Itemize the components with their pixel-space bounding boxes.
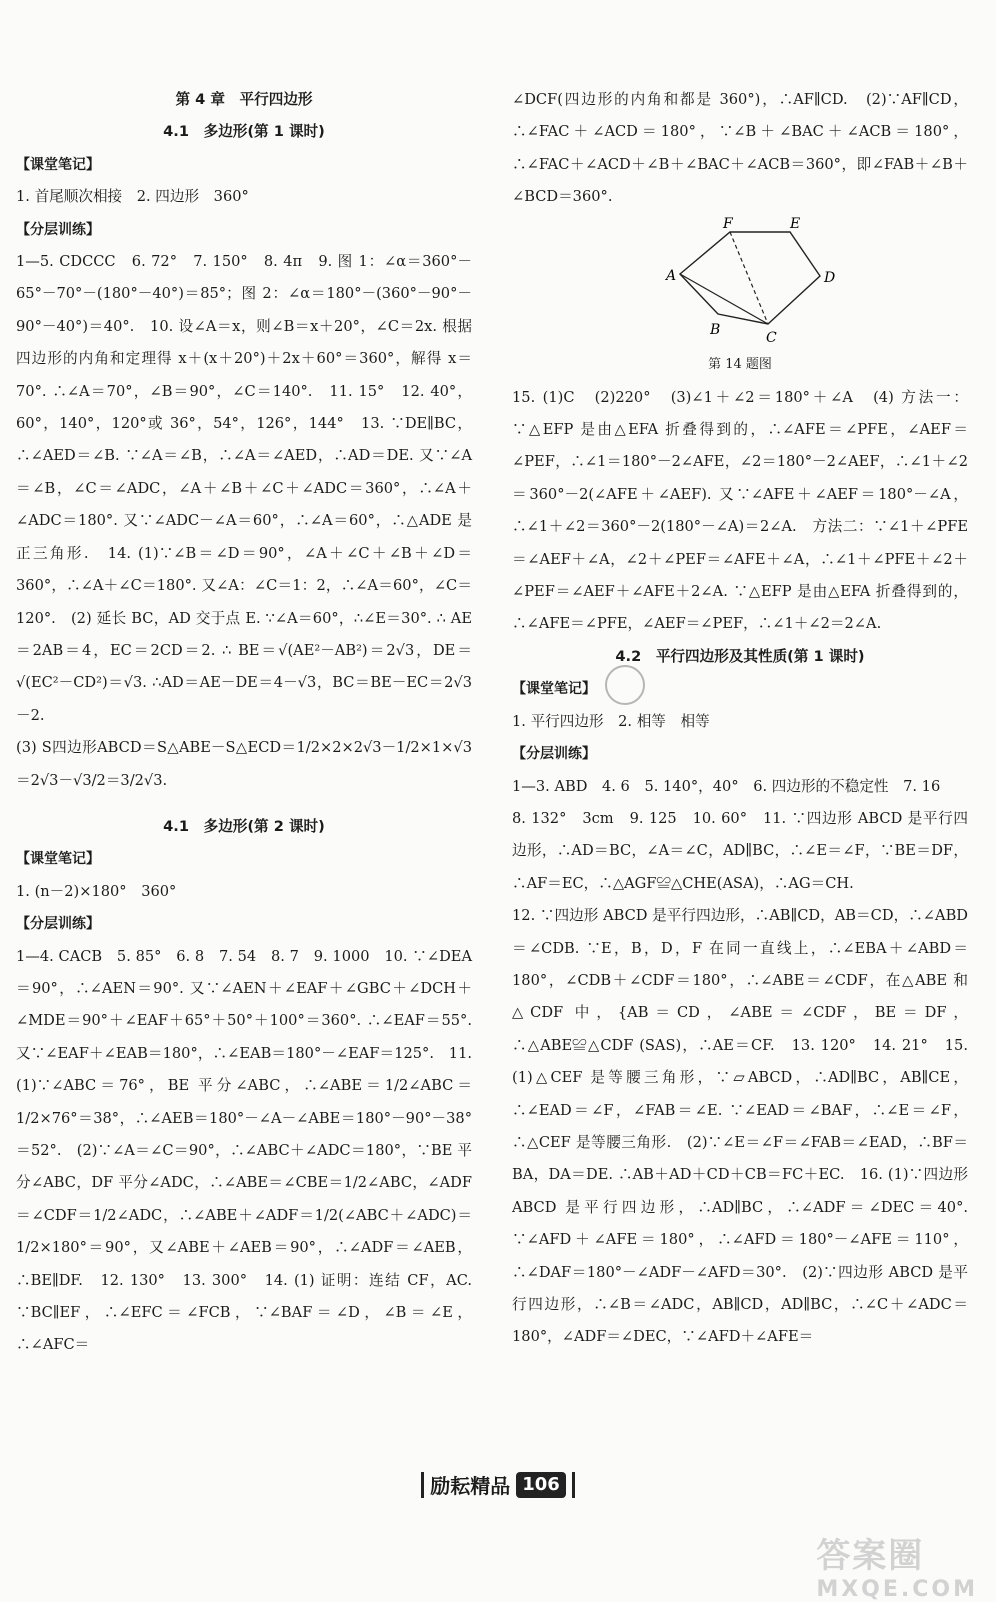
label-b: B	[710, 321, 721, 338]
answer-paragraph: ∠DCF(四边形的内角和都是 360°)，∴AF∥CD. (2)∵AF∥CD，∴∠FAC＋∠ACD＝180°，∵∠B＋∠BAC＋∠ACB＝180°，∴∠FAC＋∠ACD＋∠B＋∠BAC＋∠ACB＝360°，即∠FAB＋∠B＋∠BCD＝360°.	[512, 91, 968, 206]
brand-text: 励耘精品	[430, 1474, 511, 1498]
answer-paragraph: 1. (n－2)×180° 360°	[16, 882, 177, 900]
seal-stamp	[605, 665, 645, 705]
section-heading: 【课堂笔记】	[512, 681, 596, 698]
answer-paragraph: 1. 平行四边形 2. 相等 相等	[512, 712, 710, 730]
bar-left-icon	[421, 1472, 424, 1498]
watermark	[816, 1528, 978, 1602]
page-footer	[0, 1470, 996, 1502]
section-heading: 【分层训练】	[16, 221, 100, 238]
label-e: E	[790, 215, 801, 232]
answer-paragraph: 1. 首尾顺次相接 2. 四边形 360°	[16, 188, 249, 206]
right-column	[512, 84, 968, 1354]
section-heading: 【分层训练】	[16, 916, 100, 933]
section-heading: 【课堂笔记】	[16, 156, 100, 173]
answer-paragraph: 8. 132° 3cm 9. 125 10. 60° 11. ∵四边形 ABCD 是平行四边形，∴AD＝BC，∠A＝∠C，AD∥BC，∴∠E＝∠F，∵BE＝DF，∴AF＝EC，∴△AGF≌△CHE(ASA)，∴AG＝CH.	[512, 809, 968, 892]
footer-brand	[421, 1470, 575, 1499]
figure-caption: 第 14 题图	[708, 356, 772, 372]
answer-paragraph: 15. (1)C (2)220° (3)∠1＋∠2＝180°＋∠A (4) 方法一：∵△EFP 是由△EFA 折叠得到的，∴∠AFE＝∠PFE，∠AEF＝∠PEF，∴∠1＝180°－2∠AFE，∠2＝180°－2∠AEF，∴∠1＋∠2＝360°－2(∠AFE＋∠AEF). 又∵∠AFE＋∠AEF＝180°－∠A，∴∠1＋∠2＝360°－2(180°－∠A)＝2∠A. 方法二：∵∠1＋∠PFE＝∠AEF＋∠A，∠2＋∠PEF＝∠AFE＋∠A，∴∠1＋∠PFE＋∠2＋∠PEF＝∠AEF＋∠AFE＋2∠A. ∵△EFP 是由△EFA 折叠得到的，∴∠AFE＝∠PFE，∠AEF＝∠PEF，∴∠1＋∠2＝2∠A.	[512, 388, 968, 633]
figure-14-pentagon	[630, 214, 850, 354]
bar-right-icon	[572, 1472, 575, 1498]
page-number: 106	[516, 1472, 566, 1498]
section-title: 4.1 多边形(第 1 课时)	[163, 123, 325, 141]
section-title: 第 4 章 平行四边形	[175, 91, 313, 108]
answer-paragraph: 1—5. CDCCC 6. 72° 7. 150° 8. 4π 9. 图 1：∠α＝360°－65°－70°－(180°－40°)＝85°；图 2：∠α＝180°－(360°－90°－90°－40°)＝40°. 10. 设∠A＝x，则∠B＝x＋20°，∠C＝2x. 根据四边形的内角和定理得 x＋(x＋20°)＋2x＋60°＝360°，解得 x＝70°. ∴∠A＝70°，∠B＝90°，∠C＝140°. 11. 15° 12. 40°，60°，140°，120°或 36°，54°，126°，144° 13. ∵DE∥BC，∴∠AED＝∠B. ∵∠A＝∠B，∴∠A＝∠AED，∴AD＝DE. 又∵∠A＝∠B，∠C＝∠ADC，∠A＋∠B＋∠C＋∠ADC＝360°，∴∠A＋∠ADC＝180°. 又∵∠ADC－∠A＝60°，∴∠A＝60°，∴△ADE 是正三角形. 14. (1)∵∠B＝∠D＝90°，∠A＋∠C＋∠B＋∠D＝360°，∴∠A＋∠C＝180°. 又∠A：∠C＝1：2，∴∠A＝60°，∠C＝120°. (2) 延长 BC，AD 交于点 E. ∵∠A＝60°，∴∠E＝30°. ∴ AE＝2AB＝4，EC＝2CD＝2. ∴ BE＝√(AE²－AB²)＝2√3，DE＝√(EC²－CD²)＝√3. ∴AD＝AE－DE＝4－√3，BC＝BE－EC＝2√3－2.	[16, 253, 472, 724]
answer-paragraph: (3) S四边形ABCD＝S△ABE－S△ECD＝1/2×2×2√3－1/2×1×√3＝2√3－√3/2＝3/2√3.	[16, 739, 472, 789]
watermark-top: 答案圈	[816, 1536, 925, 1576]
section-title: 4.1 多边形(第 2 课时)	[163, 817, 325, 835]
label-c: C	[766, 329, 777, 346]
answer-paragraph: 1—3. ABD 4. 6 5. 140°，40° 6. 四边形的不稳定性 7. 16	[512, 777, 941, 795]
answer-paragraph: 12. ∵四边形 ABCD 是平行四边形，∴AB∥CD，AB＝CD，∴∠ABD＝∠CDB. ∵E，B，D，F 在同一直线上，∴∠EBA＋∠ABD＝180°，∠CDB＋∠CDF＝180°，∴∠ABE＝∠CDF，在△ABE 和△CDF 中，{AB＝CD，∠ABE＝∠CDF，BE＝DF，∴△ABE≌△CDF (SAS)，∴AE＝CF. 13. 120° 14. 21° 15. (1)△CEF 是等腰三角形，∵▱ABCD，∴AD∥BC，AB∥CE，∴∠EAD＝∠F，∠FAB＝∠E. ∵∠EAD＝∠BAF，∴∠E＝∠F，∴△CEF 是等腰三角形. (2)∵∠E＝∠F＝∠FAB＝∠EAD，∴BF＝BA，DA＝DE. ∴AB＋AD＋CD＋CB＝FC＋EC. 16. (1)∵四边形 ABCD 是平行四边形，∴AD∥BC，∴∠ADF＝∠DEC＝40°. ∵∠AFD＋∠AFE＝180°，∴∠AFD＝180°－∠AFE＝110°，∴∠DAF＝180°－∠ADF－∠AFD＝30°. (2)∵四边形 ABCD 是平行四边形，∴∠B＝∠ADC，AB∥CD，AD∥BC，∴∠C＋∠ADC＝180°，∠ADF＝∠DEC，∵∠AFD＋∠AFE＝	[512, 907, 968, 1346]
watermark-bottom: MXQE.COM	[816, 1577, 978, 1602]
spacer	[16, 797, 472, 811]
section-heading: 【分层训练】	[512, 746, 596, 763]
label-a: A	[666, 267, 677, 284]
left-column	[16, 84, 472, 1362]
section-heading: 【课堂笔记】	[16, 851, 100, 868]
label-f: F	[723, 215, 733, 232]
answer-paragraph: 1—4. CACB 5. 85° 6. 8 7. 54 8. 7 9. 1000 10. ∵∠DEA＝90°，∴∠AEN＝90°. 又∵∠AEN＋∠EAF＋∠GBC＋∠DCH＋∠MDE＝90°＋∠EAF＋65°＋50°＋100°＝360°. ∴∠EAF＝55°. 又∵∠EAF＋∠EAB＝180°，∴∠EAB＝180°－∠EAF＝125°. 11. (1)∵∠ABC＝76°，BE 平分∠ABC，∴∠ABE＝1/2∠ABC＝1/2×76°＝38°，∴∠AEB＝180°－∠A－∠ABE＝180°－90°－38°＝52°. (2)∵∠A＝∠C＝90°，∴∠ABC＋∠ADC＝180°，∵BE 平分∠ABC，DF 平分∠ADC，∴∠ABE＝∠CBE＝1/2∠ABC，∠ADF＝∠CDF＝1/2∠ADC，∴∠ABE＋∠ADF＝1/2(∠ABC＋∠ADC)＝1/2×180°＝90°，又∠ABE＋∠AEB＝90°，∴∠ADF＝∠AEB，∴BE∥DF. 12. 130° 13. 300° 14. (1) 证明：连结 CF，AC. ∵BC∥EF，∴∠EFC＝∠FCB，∵∠BAF＝∠D，∠B＝∠E，∴∠AFC＝	[16, 947, 472, 1354]
label-d: D	[824, 269, 836, 286]
section-title: 4.2 平行四边形及其性质(第 1 课时)	[615, 647, 865, 665]
